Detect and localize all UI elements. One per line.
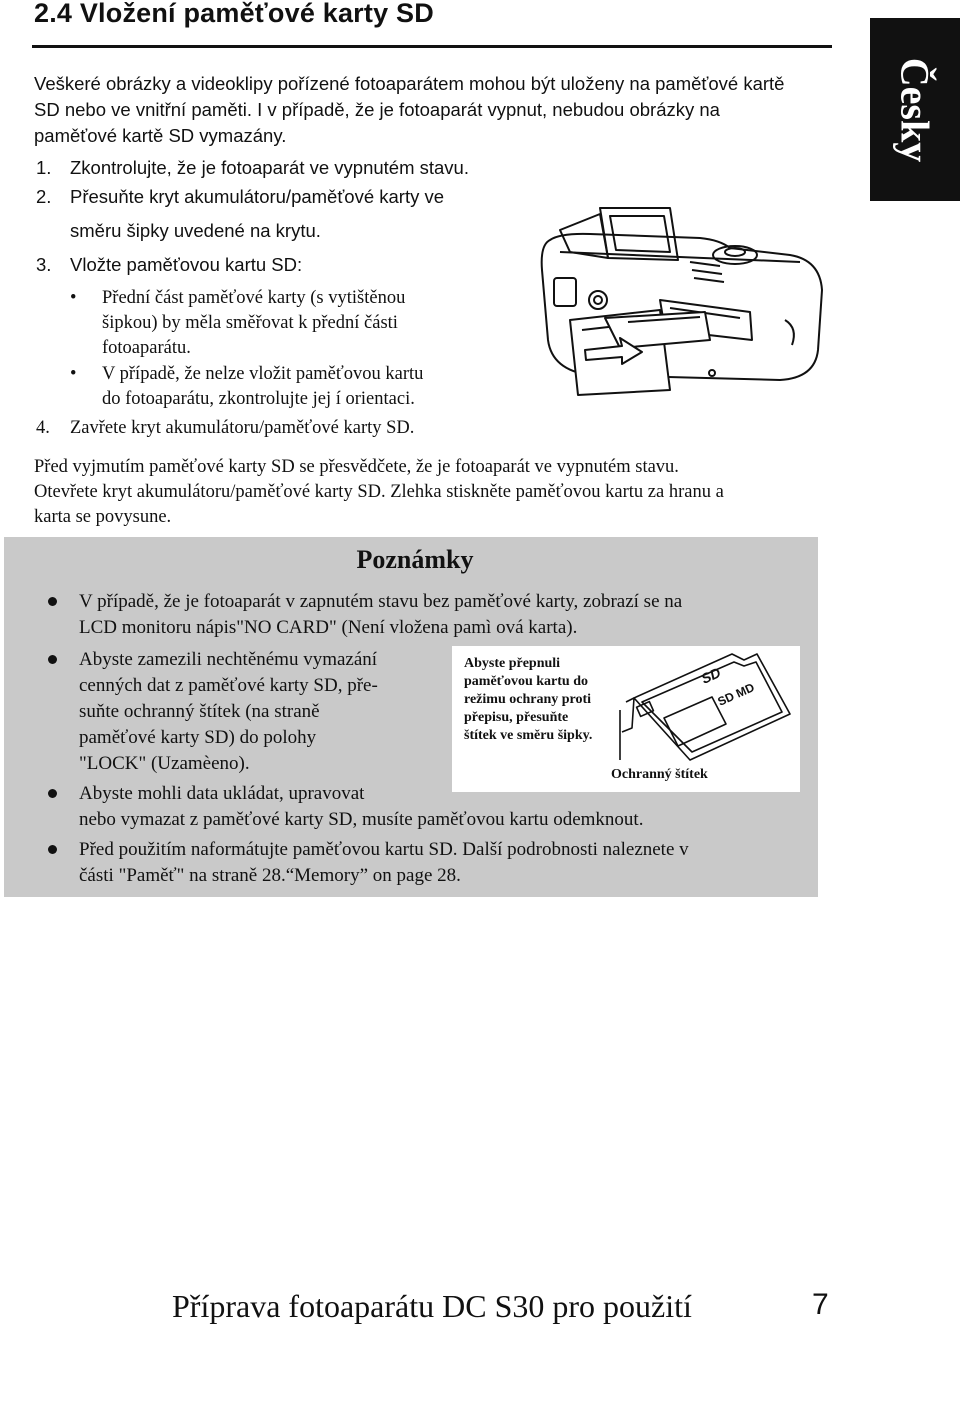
note-bullet-icon xyxy=(48,789,57,798)
callout-line: štítek ve směru šipky. xyxy=(464,728,593,743)
step-4-number: 4. xyxy=(36,418,50,438)
note-1 xyxy=(79,589,682,641)
step-3-text: Vložte paměťovou kartu SD: xyxy=(70,254,303,275)
notes-title: Poznámky xyxy=(356,545,474,574)
note-line: V případě, že je fotoaparát v zapnutém stavu bez paměťové karty, zobrazí se na xyxy=(79,591,683,612)
step-4-text: Zavřete kryt akumulátoru/paměťové karty SD. xyxy=(70,418,415,438)
note-line: "LOCK" (Uzamèeno). xyxy=(79,753,250,774)
section-heading: 2.4 Vložení paměťové karty SD xyxy=(34,0,434,28)
heading-rule xyxy=(32,45,832,48)
page-number: 7 xyxy=(812,1288,829,1321)
callout-line: přepisu, přesuňte xyxy=(464,710,569,725)
bullet-marker: • xyxy=(70,288,77,308)
language-tab-label: Česky xyxy=(892,57,938,162)
step-3-number: 3. xyxy=(36,254,52,275)
footer-title: Příprava fotoaparátu DC S30 pro použití xyxy=(172,1288,692,1324)
note-2 xyxy=(79,647,378,777)
callout-text xyxy=(464,655,592,745)
note-bullet-icon xyxy=(48,597,57,606)
sub-bullet-line: do fotoaparátu, zkontrolujte jej í orientaci. xyxy=(102,389,415,409)
language-tab xyxy=(870,18,960,201)
step-1-number: 1. xyxy=(36,157,52,178)
step-2-line2: směru šipky uvedené na krytu. xyxy=(70,220,321,241)
note-line: LCD monitoru nápis"NO CARD" (Není vložena pamì ová karta). xyxy=(79,617,578,638)
note-line: nebo vymazat z paměťové karty SD, musíte paměťovou kartu odemknout. xyxy=(79,809,644,830)
sub-bullet-2 xyxy=(102,362,423,412)
sub-bullet-1 xyxy=(102,286,405,361)
callout-label: Ochranný štítek xyxy=(611,767,708,782)
note-line: Abyste mohli data ukládat, upravovat xyxy=(79,783,365,804)
note-line: paměťové karty SD) do polohy xyxy=(79,727,317,748)
camera-sd-insertion-illustration xyxy=(530,200,830,395)
removal-line: karta se povysune. xyxy=(34,507,172,527)
callout-line: paměťovou kartu do xyxy=(464,674,588,689)
note-line: suňte ochranný štítek (na straně xyxy=(79,701,320,722)
intro-line: Veškeré obrázky a videoklipy pořízené fotoaparátem mohou být uloženy na paměťové kartě xyxy=(34,73,785,94)
intro-paragraph xyxy=(34,71,784,149)
step-2-line1: Přesuňte kryt akumulátoru/paměťové karty ve xyxy=(70,186,445,207)
intro-line: SD nebo ve vnitřní paměti. I v případě, že je fotoaparát vypnut, nebudou obrázky na xyxy=(34,99,720,120)
note-line: části "Paměť" na straně 28.“Memory” on page 28. xyxy=(79,865,461,886)
note-3 xyxy=(79,781,643,833)
removal-line: Otevřete kryt akumulátoru/paměťové karty SD. Zlehka stiskněte paměťovou kartu za hranu a xyxy=(34,482,724,502)
svg-text:SD: SD xyxy=(698,664,723,687)
callout-line: Abyste přepnuli xyxy=(464,656,561,671)
sub-bullet-line: fotoaparátu. xyxy=(102,338,191,358)
note-line: cenných dat z paměťové karty SD, pře- xyxy=(79,675,378,696)
sub-bullet-line: V případě, že nelze vložit paměťovou kartu xyxy=(102,364,424,384)
note-bullet-icon xyxy=(48,845,57,854)
callout-line: režimu ochrany proti xyxy=(464,692,592,707)
removal-paragraph xyxy=(34,455,724,530)
note-bullet-icon xyxy=(48,655,57,664)
sub-bullet-line: Přední část paměťové karty (s vytištěnou xyxy=(102,288,406,308)
note-line: Abyste zamezili nechtěnému vymazání xyxy=(79,649,378,670)
bullet-marker: • xyxy=(70,364,77,384)
note-line: Před použitím naformátujte paměťovou kartu SD. Další podrobnosti naleznete v xyxy=(79,839,689,860)
sd-card-illustration xyxy=(612,650,800,770)
step-1-text: Zkontrolujte, že je fotoaparát ve vypnutém stavu. xyxy=(70,157,469,178)
removal-line: Před vyjmutím paměťové karty SD se přesvědčete, že je fotoaparát ve vypnutém stavu. xyxy=(34,457,679,477)
intro-line: paměťové kartě SD vymazány. xyxy=(34,125,287,146)
step-2-number: 2. xyxy=(36,186,52,207)
sub-bullet-line: šipkou) by měla směřovat k přední části xyxy=(102,313,398,333)
svg-text:SD MD: SD MD xyxy=(715,680,757,709)
note-4 xyxy=(79,837,689,889)
